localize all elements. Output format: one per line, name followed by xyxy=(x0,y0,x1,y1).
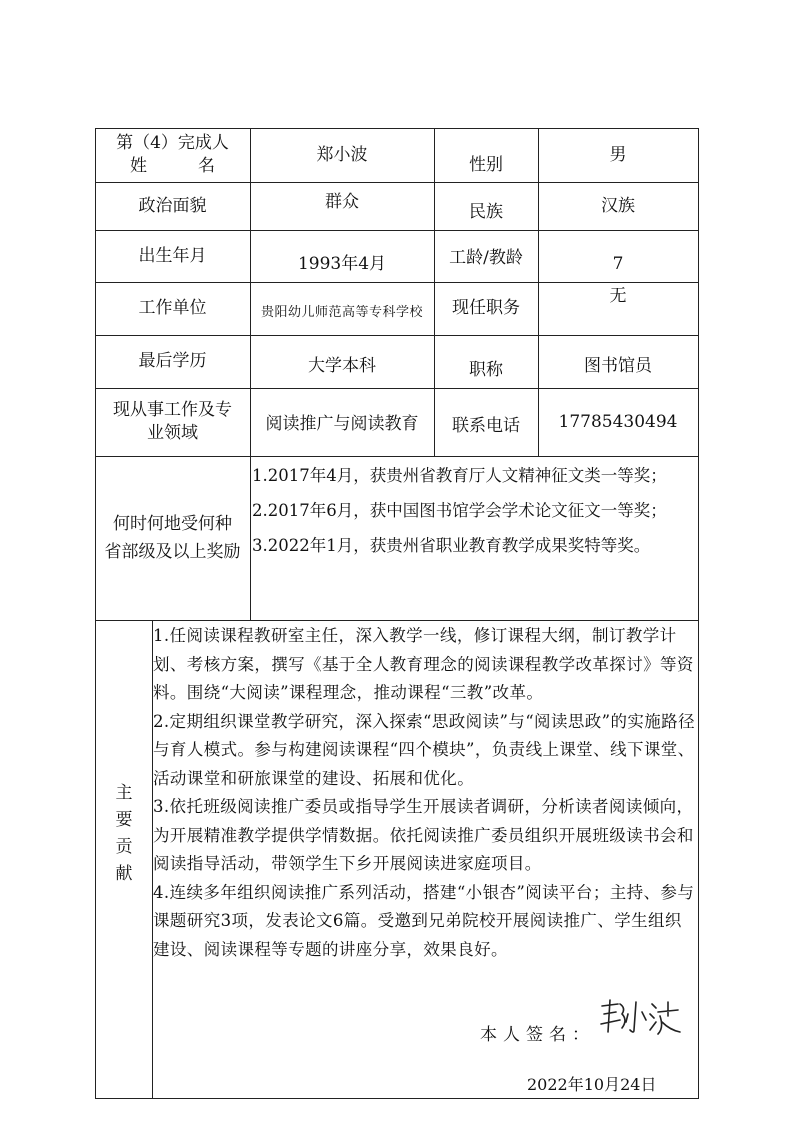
signature-drawing xyxy=(598,994,682,1038)
contrib-label-char: 要 xyxy=(115,810,133,830)
gender-label: 性别 xyxy=(469,154,503,175)
position-label: 现任职务 xyxy=(452,298,520,319)
award-item: 1.2017年4月，获贵州省教育厅人文精神征文类一等奖； xyxy=(252,466,667,485)
signature-label: 本人签名： xyxy=(480,1025,595,1045)
awards-label-line2: 省部级及以上奖励 xyxy=(104,542,241,562)
gender-value: 男 xyxy=(609,144,627,165)
education-value: 大学本科 xyxy=(308,356,376,377)
contribution-item: 1.任阅读课程教研室主任，深入教学一线，修订课程大纲，制订教学计划、考核方案，撰写《基于全人教育理念的阅读课程教学改革探讨》等资料。围绕“大阅读”课程理念，推动课程“三教”改革。 xyxy=(153,626,694,702)
name-label-line2: 姓 名 xyxy=(130,156,215,176)
awards-label xyxy=(95,456,250,620)
contrib-label xyxy=(95,780,153,888)
field-value: 阅读推广与阅读教育 xyxy=(265,413,419,434)
row-divider xyxy=(95,620,699,621)
table-border-bottom xyxy=(95,1098,699,1099)
title-value: 图书馆员 xyxy=(584,356,652,377)
seniority-label: 工龄/教龄 xyxy=(449,247,523,268)
title-label: 职称 xyxy=(469,360,503,381)
ethnicity-value: 汉族 xyxy=(601,195,635,216)
ethnicity-label: 民族 xyxy=(469,201,503,222)
award-item: 3.2022年1月，获贵州省职业教育教学成果奖特等奖。 xyxy=(252,536,651,555)
name-label-line1: 第（4）完成人 xyxy=(116,133,229,154)
contributions-list xyxy=(153,622,698,964)
birth-label: 出生年月 xyxy=(138,245,207,266)
award-item: 2.2017年6月，获中国图书馆学会学术论文征文一等奖； xyxy=(252,501,667,520)
contribution-item: 4.连续多年组织阅读推广系列活动，搭建“小银杏”阅读平台；主持、参与课题研究3项，发表论文6篇。受邀到兄弟院校开展阅读推广、学生组织建设、阅读课程等专题的讲座分享，效果良好。 xyxy=(153,882,695,959)
phone-label: 联系电话 xyxy=(452,415,520,436)
phone-value: 17785430494 xyxy=(558,411,678,432)
sign-date: 2022年10月24日 xyxy=(527,1075,657,1094)
political-value: 群众 xyxy=(325,191,359,212)
contribution-item: 3.依托班级阅读推广委员或指导学生开展读者调研，分析读者阅读倾向，为开展精准教学提供学情数据。依托阅读推广委员组织开展班级读书会和阅读指导活动，带领学生下乡开展阅读进家庭项目。 xyxy=(153,797,694,873)
employer-value: 贵阳幼儿师范高等专科学校 xyxy=(260,304,423,320)
name-label xyxy=(95,128,250,182)
field-label-line2: 业领域 xyxy=(147,423,198,443)
field-label-line1: 现从事工作及专 xyxy=(113,400,232,421)
employer-label: 工作单位 xyxy=(138,298,207,319)
birth-value: 1993年4月 xyxy=(297,253,387,274)
contribution-item: 2.定期组织课堂教学研究，深入探索“思政阅读”与“阅读思政”的实施路径与育人模式。参与构建阅读课程“四个模块”，负责线上课堂、线下课堂、活动课堂和研旅课堂的建设、拓展和优化。 xyxy=(153,711,695,788)
contrib-label-char: 贡 xyxy=(115,837,133,857)
table-border-right xyxy=(698,128,699,1099)
awards-list xyxy=(252,458,698,563)
contrib-label-char: 献 xyxy=(115,864,133,884)
contrib-label-char: 主 xyxy=(115,783,133,803)
seniority-value: 7 xyxy=(612,253,624,274)
awards-label-line1: 何时何地受何种 xyxy=(113,514,232,534)
name-value: 郑小波 xyxy=(316,144,368,165)
position-value: 无 xyxy=(609,286,627,307)
political-label: 政治面貌 xyxy=(138,195,207,216)
handwritten-signature xyxy=(598,994,682,1042)
education-label: 最后学历 xyxy=(138,351,207,372)
field-label xyxy=(95,388,250,456)
